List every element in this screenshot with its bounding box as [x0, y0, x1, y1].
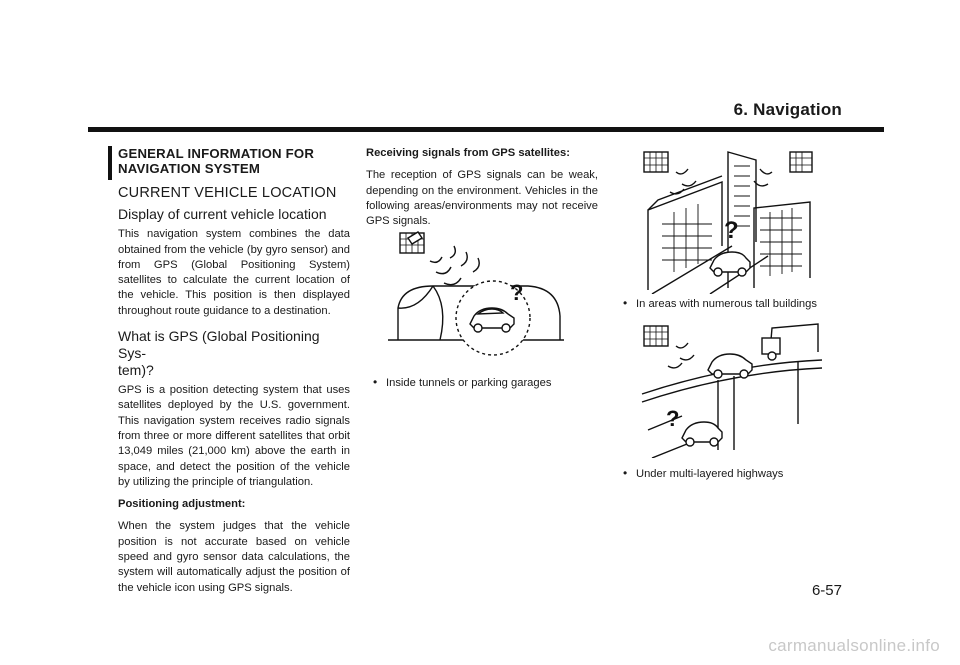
heading-gps-line1: What is GPS (Global Positioning Sys- — [118, 328, 320, 362]
section-title-line2: NAVIGATION SYSTEM — [118, 161, 261, 176]
chapter-title: 6. Navigation — [733, 100, 842, 119]
paragraph-receiving: The reception of GPS signals can be weak, depending on the environment. Vehicles in the following areas/environments may not receive GPS signals. — [366, 169, 598, 228]
paragraph-gps: GPS is a position detecting system that uses satellites deployed by the U.S. government. This navigation system receives radio signals from three or more different satellites that orbit 13,049 miles (21,000 km) above the earth in space, and detect the position of the vehicle by utilizing the principle of triangulation. — [118, 384, 350, 488]
satellite-icon — [400, 232, 424, 253]
road — [652, 246, 768, 294]
section-bar — [108, 146, 112, 180]
heading-receiving-signals: Receiving signals from GPS satellites: — [366, 147, 570, 159]
satellite-icon — [644, 326, 668, 346]
caption-highways: • Under multi-layered highways — [623, 466, 784, 480]
tunnel-illustration — [378, 226, 564, 358]
section-heading — [118, 146, 350, 176]
paragraph-display: This navigation system combines the data obtained from the vehicle (by gyro sensor) and from GPS (Global Positioning System) satellites to calculate the current location of the vehicle. This position is then displayed throughout route guidance to a destination. — [118, 228, 350, 317]
heading-gps-line2: tem)? — [118, 362, 154, 379]
car-icon-upper — [708, 354, 752, 378]
bullet-icon: • — [623, 296, 628, 310]
question-mark: ? — [724, 217, 739, 244]
question-mark: ? — [666, 406, 680, 431]
satellite-icon-left — [644, 152, 668, 172]
section-title-line1: GENERAL INFORMATION FOR — [118, 146, 315, 161]
header-rule — [88, 127, 884, 132]
buildings-illustration — [622, 146, 822, 294]
question-mark: ? — [510, 280, 524, 305]
signal-waves-2 — [450, 246, 479, 272]
bullet-icon: • — [373, 375, 378, 389]
paragraph-positioning: When the system judges that the vehicle position is not accurate based on vehicle speed and gyro sensor data calculations, the system will automatically adjust the position of the vehicle icon using GPS signals. — [118, 520, 350, 594]
truck-icon — [762, 324, 818, 360]
heading-display-current-location: Display of current vehicle location — [118, 206, 327, 223]
caption-buildings: • In areas with numerous tall buildings — [623, 296, 817, 310]
satellite-icon-right — [790, 152, 812, 172]
watermark: carmanualsonline.info — [768, 636, 940, 655]
heading-positioning-adjustment: Positioning adjustment: — [118, 498, 246, 511]
heading-current-vehicle-location: CURRENT VEHICLE LOCATION — [118, 185, 337, 201]
middle-column — [366, 146, 598, 236]
signal-waves — [430, 257, 461, 285]
highway-illustration — [622, 320, 826, 458]
car-icon-lower — [682, 422, 722, 446]
page-number: 6-57 — [811, 582, 842, 599]
heading-what-is-gps — [118, 328, 350, 379]
caption-tunnel: • Inside tunnels or parking garages — [373, 375, 552, 389]
left-column — [118, 146, 350, 603]
bullet-icon: • — [623, 466, 628, 480]
signal-waves — [668, 343, 694, 368]
